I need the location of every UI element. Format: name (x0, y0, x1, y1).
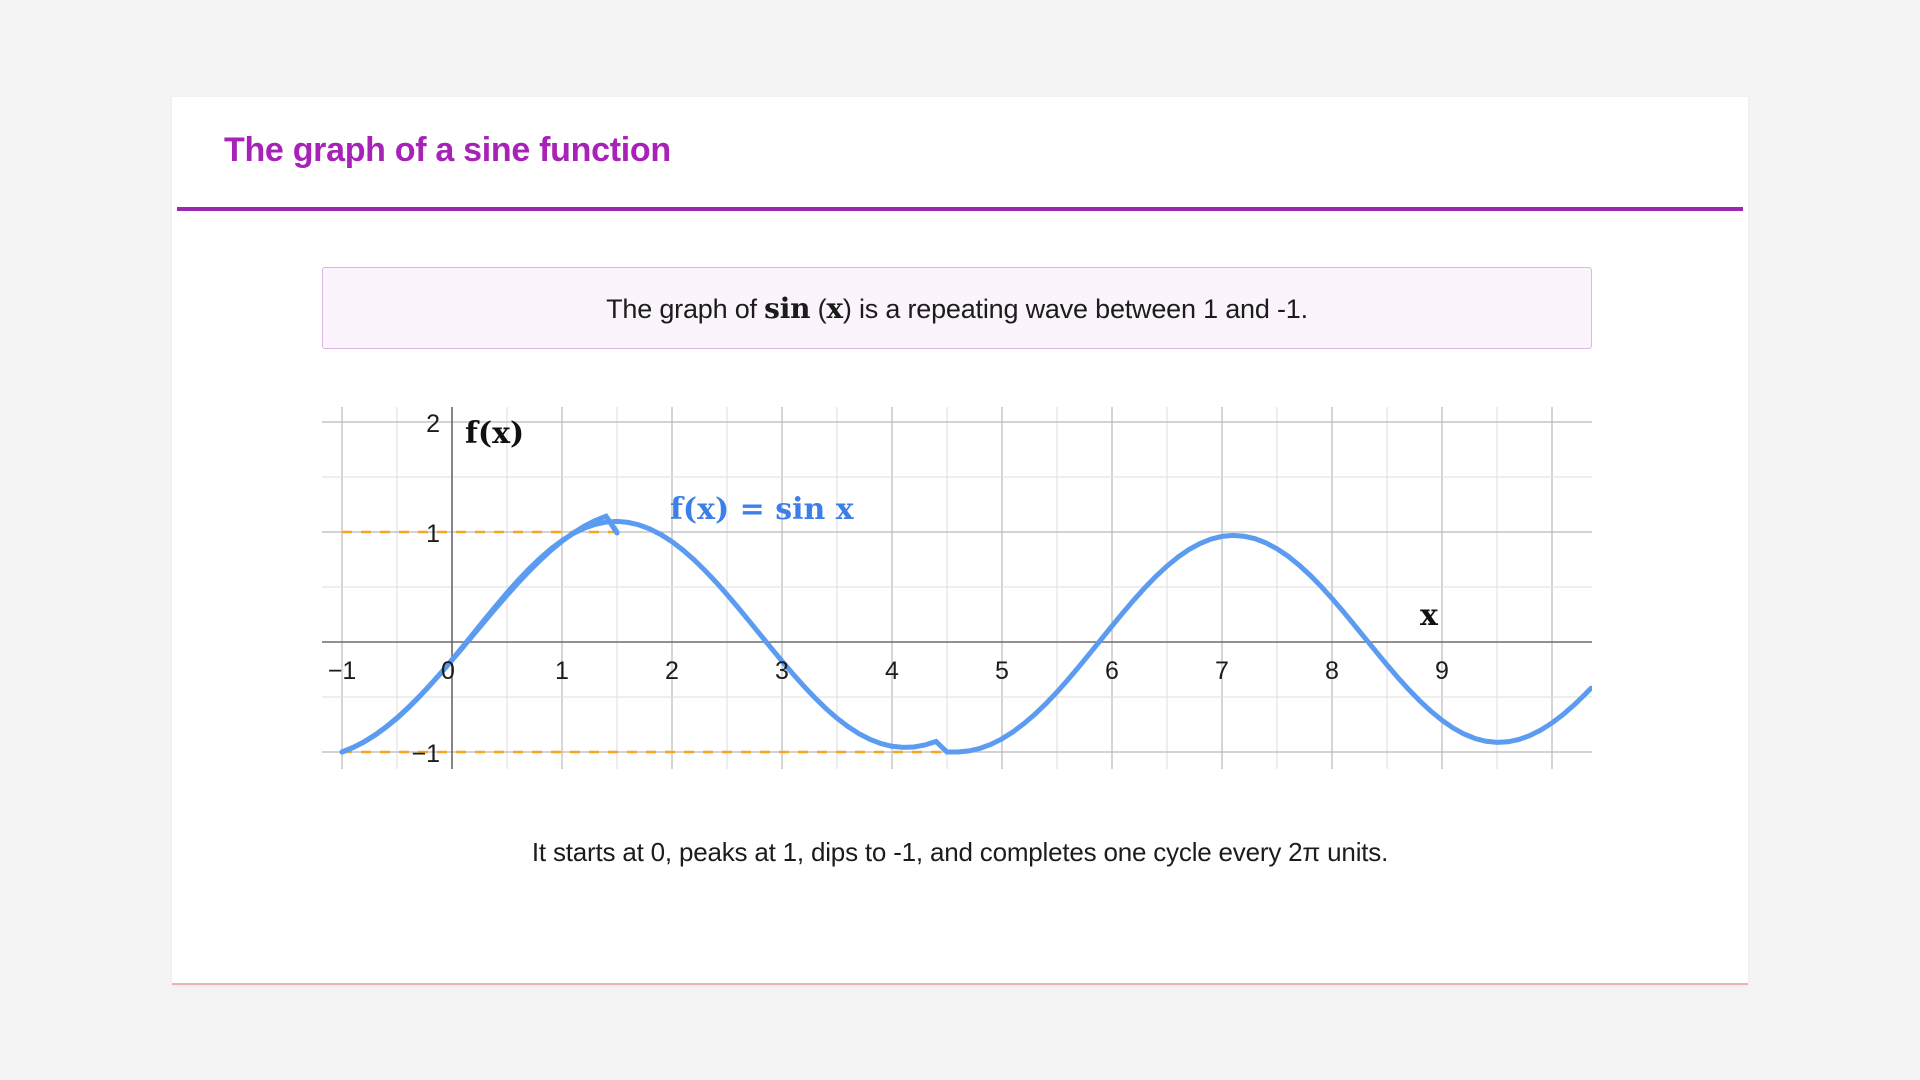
svg-text:7: 7 (1215, 657, 1229, 685)
callout-suffix: is a repeating wave between 1 and -1. (851, 293, 1308, 324)
page-title: The graph of a sine function (224, 131, 671, 169)
sine-curve-main (342, 521, 1591, 752)
callout-text (606, 292, 1308, 325)
svg-text:2: 2 (665, 657, 679, 685)
callout-open-paren: ( (810, 293, 827, 324)
svg-text:0: 0 (441, 657, 455, 685)
title-divider (177, 207, 1743, 211)
callout-prefix: The graph of (606, 293, 765, 324)
x-axis-label: x (1420, 598, 1438, 633)
svg-text:6: 6 (1105, 657, 1119, 685)
series-label: f(x) = sin x (670, 492, 854, 527)
sine-curve (342, 516, 617, 752)
callout-close-paren: ) (842, 293, 852, 324)
y-axis-label: f(x) (465, 416, 525, 451)
callout-box (322, 267, 1592, 349)
svg-text:1: 1 (555, 657, 569, 685)
sine-chart (322, 407, 1592, 769)
svg-text:4: 4 (885, 657, 899, 685)
chart-svg (322, 407, 1592, 769)
svg-text:3: 3 (775, 657, 789, 685)
lesson-card (172, 97, 1748, 985)
svg-text:9: 9 (1435, 657, 1449, 685)
svg-text:1: 1 (426, 520, 440, 548)
svg-text:5: 5 (995, 657, 1009, 685)
chart-caption: It starts at 0, peaks at 1, dips to -1, and completes one cycle every 2π units. (531, 837, 1389, 867)
callout-function: sin (764, 291, 811, 325)
svg-text:−1: −1 (411, 740, 440, 768)
x-tick-labels (328, 657, 1449, 685)
svg-text:−1: −1 (327, 657, 357, 685)
svg-text:8: 8 (1325, 657, 1339, 685)
callout-variable: x (826, 291, 843, 325)
y-tick-labels (411, 410, 440, 768)
svg-text:2: 2 (426, 410, 440, 438)
